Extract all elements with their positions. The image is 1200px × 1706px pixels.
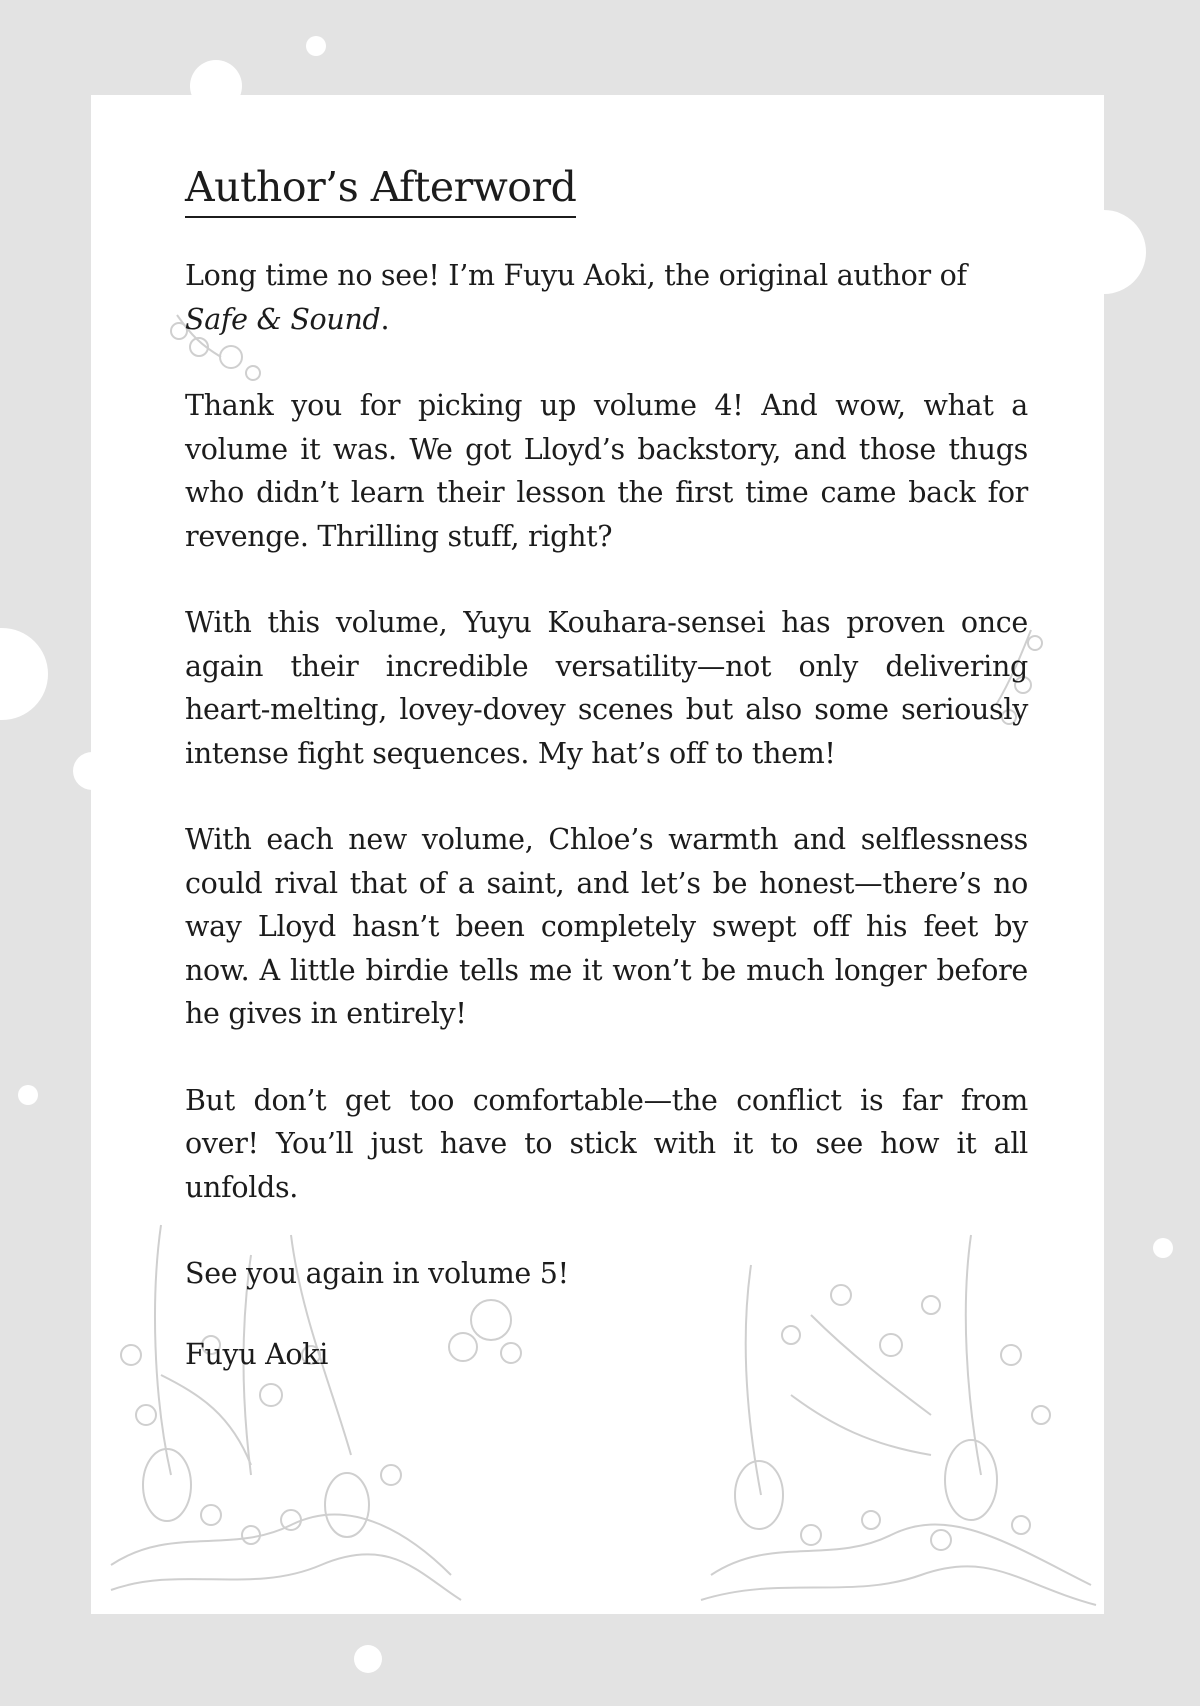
work-title: Safe & Sound bbox=[185, 302, 381, 336]
body-paragraph: With this volume, Yuyu Kouhara-sensei has proven once again their incredible versatility—not only delivering heart-melting, lovey-dovey scenes but also some seriously intense fight sequences. My hat’s off to them! bbox=[185, 606, 1028, 770]
intro-suffix: . bbox=[380, 302, 390, 336]
body-paragraph: With each new volume, Chloe’s warmth and selflessness could rival that of a saint, and let’s be honest—there’s no way Lloyd hasn’t been completely swept off his feet by now. A little birdie tells me it won’t be much longer before he gives in entirely! bbox=[185, 823, 1028, 1031]
background-bubble bbox=[18, 1085, 38, 1105]
background-bubble bbox=[1153, 1238, 1173, 1258]
body-paragraph: Thank you for picking up volume 4! And wow, what a volume it was. We got Lloyd’s backstory, and those thugs who didn’t learn their lesson the first time came back for revenge. Thrilling stuff, right? bbox=[185, 389, 1028, 553]
background-bubble bbox=[354, 1645, 382, 1673]
signature: Fuyu Aoki bbox=[185, 1337, 329, 1371]
closing-line: See you again in volume 5! bbox=[185, 1257, 569, 1291]
background-bubble bbox=[306, 36, 326, 56]
background-bubble bbox=[0, 628, 48, 720]
afterword-page bbox=[91, 95, 1104, 1614]
page-title: Author’s Afterword bbox=[185, 163, 576, 218]
intro-text: Long time no see! I’m Fuyu Aoki, the original author of bbox=[185, 259, 967, 293]
body-paragraph: But don’t get too comfortable—the conflict is far from over! You’ll just have to stick with it to see how it all unfolds. bbox=[185, 1083, 1028, 1204]
afterword-content bbox=[185, 163, 1028, 1419]
intro-paragraph bbox=[185, 254, 1028, 341]
